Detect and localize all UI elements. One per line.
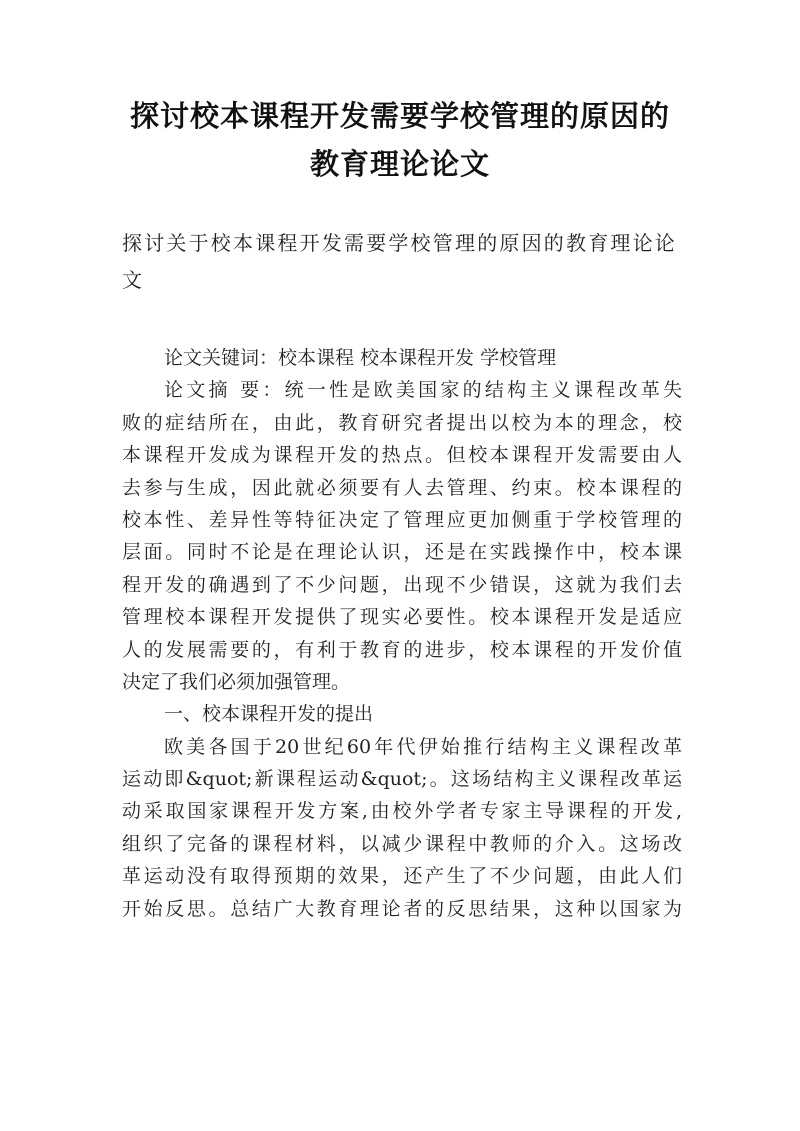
subtitle-line-1: 探讨关于校本课程开发需要学校管理的原因的教育理论论 [122, 231, 677, 255]
abstract-line: 校本性、差异性等特征决定了管理应更加侧重于学校管理的 [122, 508, 682, 531]
abstract-line: 程开发的确遇到了不少问题，出现不少错误，这就为我们去 [122, 573, 682, 596]
abstract-line: 本课程开发成为课程开发的热点。但校本课程开发需要由人 [122, 444, 682, 467]
document-title [100, 92, 700, 188]
paragraph-line: 欧美各国于20世纪60年代伊始推行结构主义课程改革 [164, 735, 682, 758]
section-heading: 一、校本课程开发的提出 [164, 703, 374, 726]
title-line-2: 教育理论论文 [309, 147, 490, 181]
paragraph-line: 革运动没有取得预期的效果，还产生了不少问题，由此人们 [122, 865, 682, 888]
keywords-line: 论文关键词：校本课程 校本课程开发 学校管理 [164, 347, 557, 369]
abstract-line: 决定了我们必须加强管理。 [122, 670, 351, 693]
abstract-line: 管理校本课程开发提供了现实必要性。校本课程开发是适应 [122, 606, 682, 629]
document-body [122, 342, 682, 925]
subtitle-line-2: 文 [122, 268, 145, 292]
abstract-line: 去参与生成，因此就必须要有人去管理、约束。校本课程的 [122, 476, 682, 499]
abstract-line: 人的发展需要的，有利于教育的进步，校本课程的开发价值 [122, 638, 682, 661]
abstract-line: 败的症结所在，由此，教育研究者提出以校为本的理念，校 [122, 411, 682, 434]
paragraph-line: 开始反思。总结广大教育理论者的反思结果，这种以国家为 [122, 897, 682, 920]
title-line-1: 探讨校本课程开发需要学校管理的原因的 [129, 99, 670, 133]
paragraph-line: 运动即&quot;新课程运动&quot;。这场结构主义课程改革运 [122, 768, 682, 791]
paragraph-line: 组织了完备的课程材料，以减少课程中教师的介入。这场改 [122, 832, 682, 855]
abstract-line: 论文摘 要：统一性是欧美国家的结构主义课程改革失 [164, 379, 682, 402]
abstract-line: 层面。同时不论是在理论认识，还是在实践操作中，校本课 [122, 541, 682, 564]
paragraph-line: 动采取国家课程开发方案,由校外学者专家主导课程的开发, [122, 800, 682, 823]
document-subtitle [122, 225, 682, 299]
